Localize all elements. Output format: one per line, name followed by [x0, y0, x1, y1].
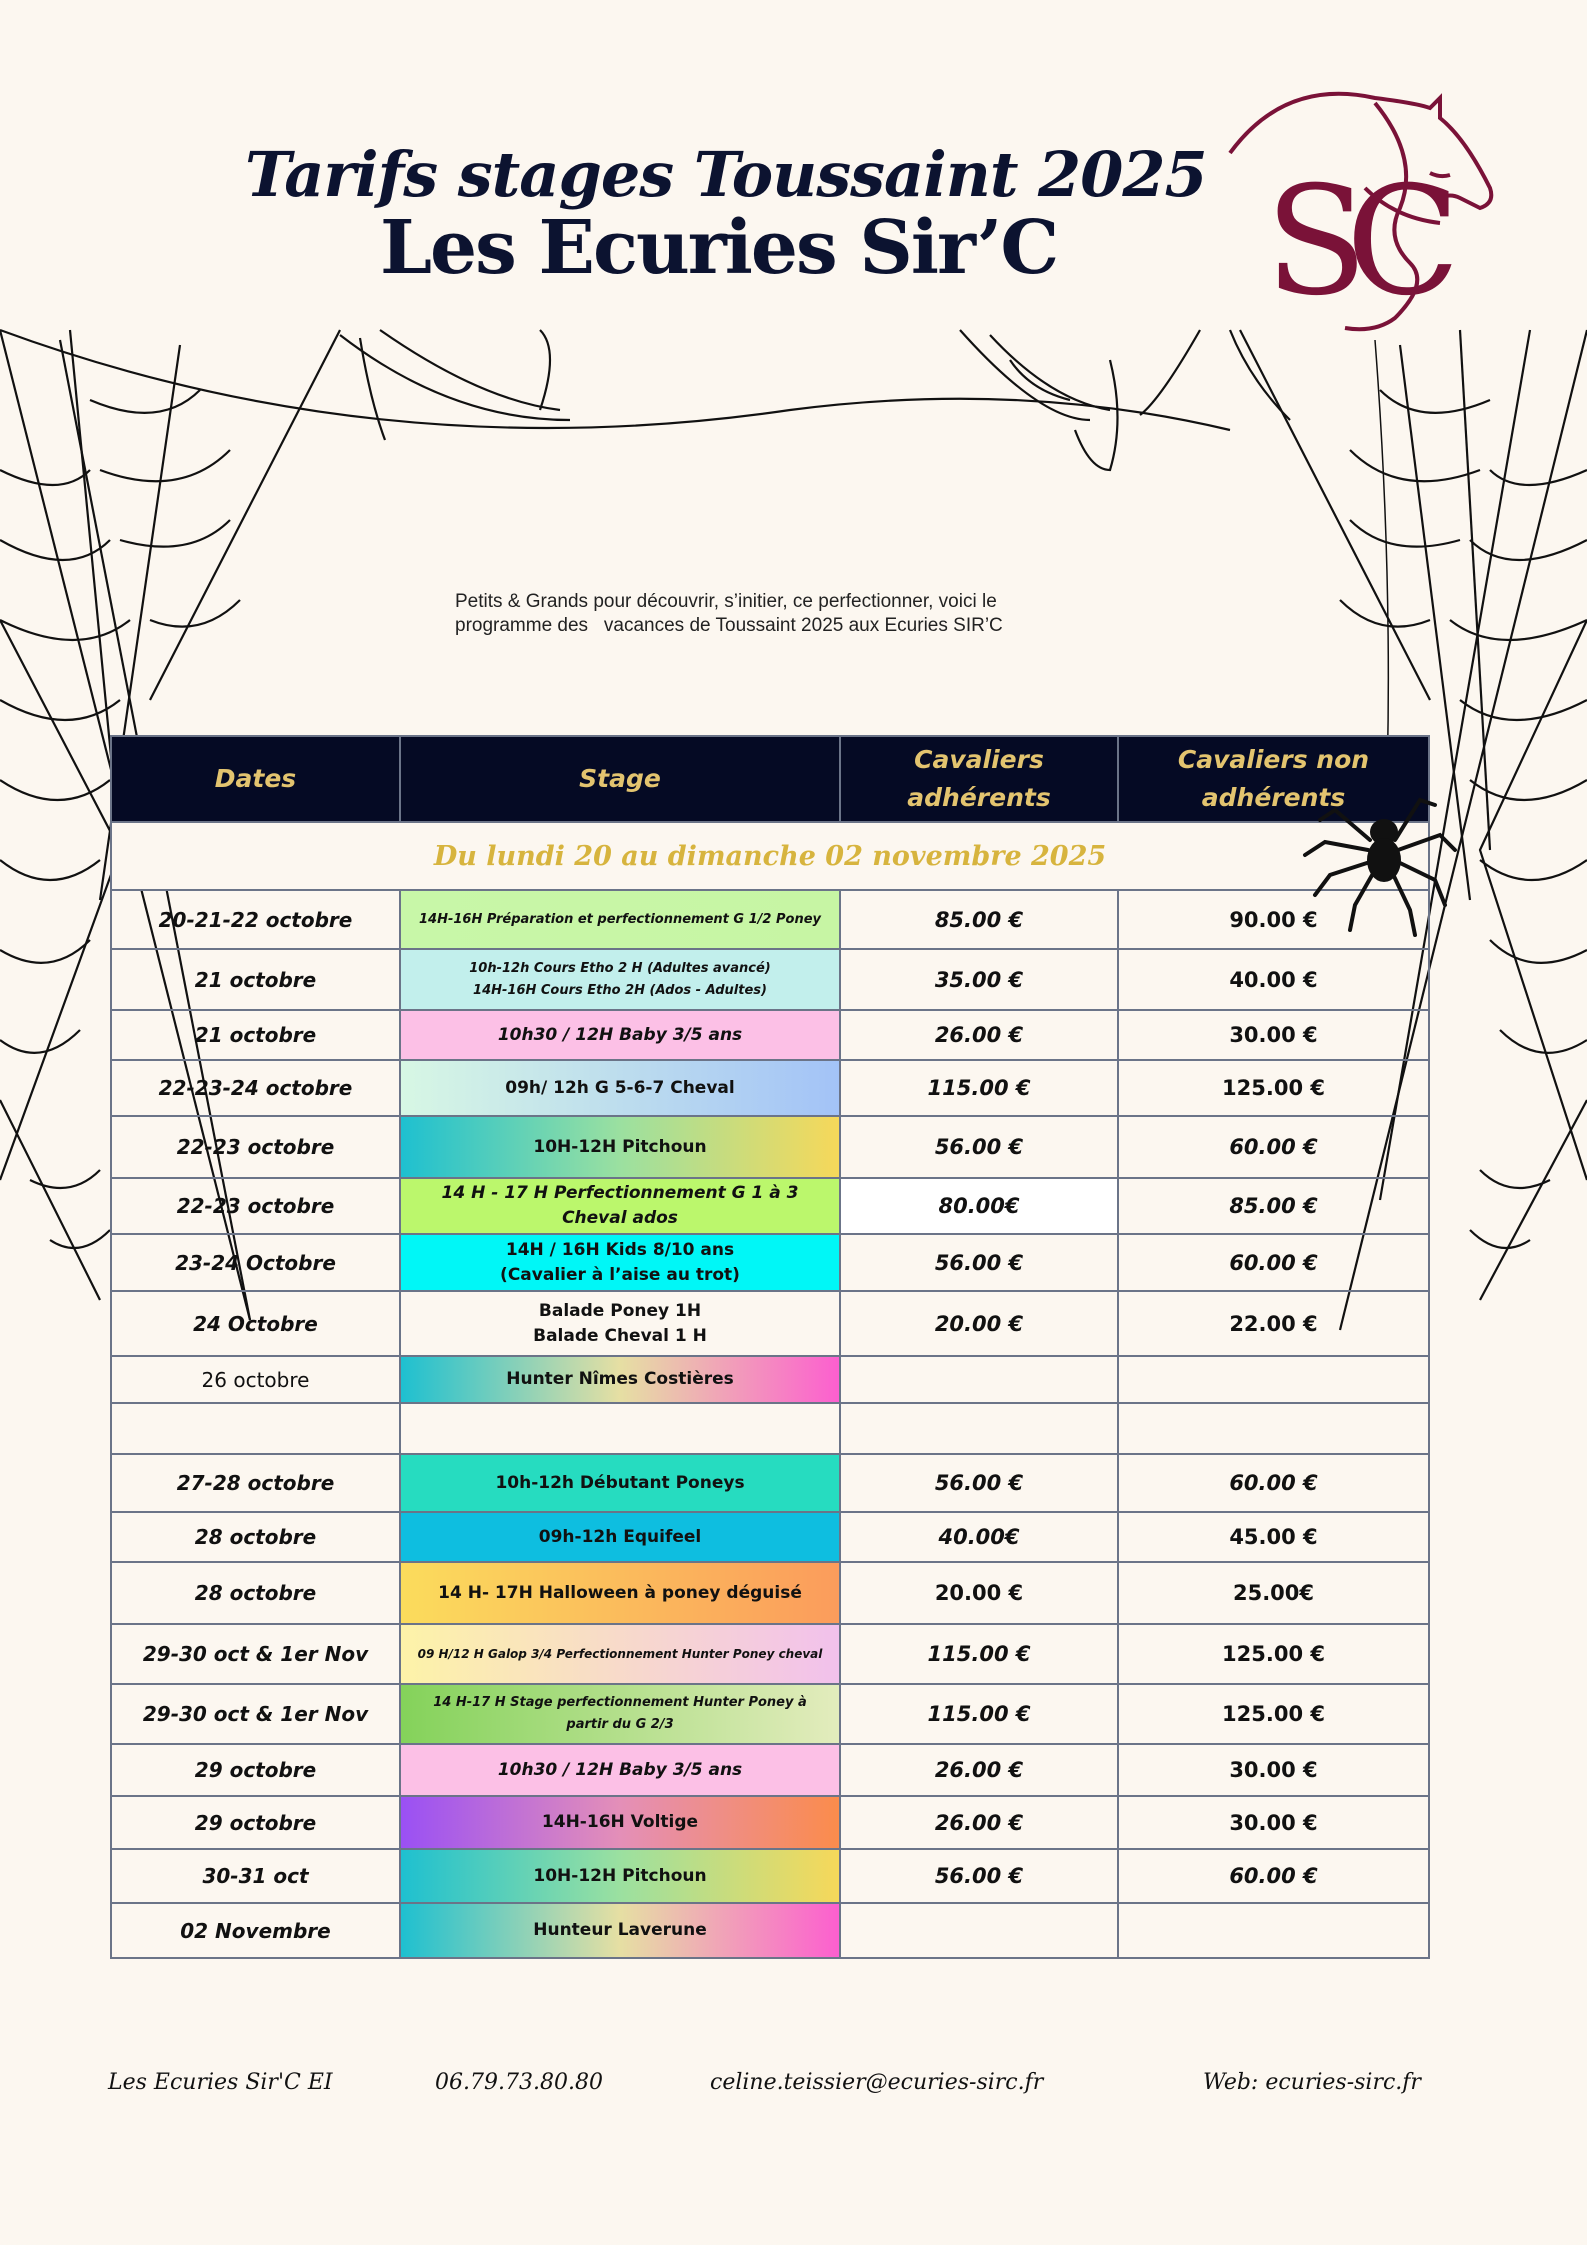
row-stage-line2: Cheval ados: [562, 1208, 678, 1228]
row-price-non-adherent: 125.00 €: [1118, 1624, 1429, 1684]
period-row: [111, 822, 1429, 890]
row-stage-line1: 14 H-17 H Stage perfectionnement Hunter Poney à: [433, 1695, 807, 1710]
table-header-row: [111, 736, 1429, 822]
row-price-non-adherent: 60.00 €: [1118, 1116, 1429, 1178]
row-price-non-adherent: 45.00 €: [1118, 1512, 1429, 1562]
row-date: 22-23-24 octobre: [111, 1060, 400, 1116]
row-stage: 09h-12h Equifeel: [400, 1512, 840, 1562]
row-stage: 10h-12h Débutant Poneys: [400, 1454, 840, 1512]
row-price-non-adherent: 22.00 €: [1118, 1291, 1429, 1356]
row-price-non-adherent: 60.00 €: [1118, 1454, 1429, 1512]
table-row: [111, 1454, 1429, 1512]
row-price-adherent: 115.00 €: [840, 1624, 1118, 1684]
row-price-non-adherent: 90.00 €: [1118, 890, 1429, 949]
pricing-table: [110, 735, 1430, 1959]
row-price-adherent: 115.00 €: [840, 1684, 1118, 1744]
row-price-adherent: 56.00 €: [840, 1849, 1118, 1903]
row-price-non-adherent: 125.00 €: [1118, 1684, 1429, 1744]
logo-horse-icon: [1225, 78, 1505, 338]
intro-text: [455, 590, 1155, 638]
row-price-adherent: [840, 1403, 1118, 1454]
row-stage-line1: 14 H - 17 H Perfectionnement G 1 à 3: [441, 1183, 799, 1203]
row-date: 29 octobre: [111, 1744, 400, 1796]
row-price-non-adherent: 30.00 €: [1118, 1744, 1429, 1796]
row-price-non-adherent: 25.00€: [1118, 1562, 1429, 1624]
logo-initials: SC: [1265, 155, 1439, 329]
row-price-adherent: [840, 1356, 1118, 1403]
row-date: 29-30 oct & 1er Nov: [111, 1684, 400, 1744]
row-price-adherent: 26.00 €: [840, 1744, 1118, 1796]
table-row: [111, 1234, 1429, 1291]
row-price-adherent: 35.00 €: [840, 949, 1118, 1010]
row-price-adherent: 26.00 €: [840, 1796, 1118, 1849]
row-stage: [400, 1684, 840, 1744]
row-stage-line1: Balade Poney 1H: [538, 1300, 702, 1321]
row-stage-line2: Balade Cheval 1 H: [533, 1325, 707, 1346]
row-price-non-adherent: 30.00 €: [1118, 1010, 1429, 1060]
period-banner: Du lundi 20 au dimanche 02 novembre 2025: [111, 822, 1429, 890]
table-row: [111, 949, 1429, 1010]
row-date: 29 octobre: [111, 1796, 400, 1849]
header-adherents-line2: adhérents: [907, 783, 1051, 812]
row-price-adherent: 20.00 €: [840, 1291, 1118, 1356]
row-date: 26 octobre: [111, 1356, 400, 1403]
table-row: [111, 1178, 1429, 1234]
row-price-adherent: 26.00 €: [840, 1010, 1118, 1060]
row-date: 02 Novembre: [111, 1903, 400, 1958]
row-stage: 10H-12H Pitchoun: [400, 1849, 840, 1903]
row-price-adherent: 80.00€: [840, 1178, 1118, 1234]
footer-email[interactable]: celine.teissier@ecuries-sirc.fr: [710, 2070, 1044, 2095]
row-stage: [400, 1178, 840, 1234]
row-stage: 14 H- 17H Halloween à poney déguisé: [400, 1562, 840, 1624]
row-price-adherent: 20.00 €: [840, 1562, 1118, 1624]
intro-line-2: programme des vacances de Toussaint 2025 aux Ecuries SIR’C: [455, 615, 1003, 636]
row-price-adherent: [840, 1903, 1118, 1958]
row-stage: 14H-16H Voltige: [400, 1796, 840, 1849]
row-price-non-adherent: [1118, 1903, 1429, 1958]
row-stage: Hunter Nîmes Costières: [400, 1356, 840, 1403]
row-price-non-adherent: 60.00 €: [1118, 1849, 1429, 1903]
row-price-non-adherent: 30.00 €: [1118, 1796, 1429, 1849]
row-stage: [400, 1403, 840, 1454]
row-price-non-adherent: 125.00 €: [1118, 1060, 1429, 1116]
header-adherents: [840, 736, 1118, 822]
row-stage: [400, 1291, 840, 1356]
footer-company: Les Ecuries Sir'C EI: [108, 2070, 333, 2095]
table-row: [111, 1060, 1429, 1116]
row-price-non-adherent: 60.00 €: [1118, 1234, 1429, 1291]
table-row: [111, 1403, 1429, 1454]
table-row: [111, 1744, 1429, 1796]
row-stage: [400, 949, 840, 1010]
row-date: 21 octobre: [111, 1010, 400, 1060]
table-row: [111, 1010, 1429, 1060]
table-row: [111, 1562, 1429, 1624]
row-stage: 09h/ 12h G 5-6-7 Cheval: [400, 1060, 840, 1116]
row-price-adherent: 56.00 €: [840, 1454, 1118, 1512]
row-stage-line1: 14H / 16H Kids 8/10 ans: [505, 1239, 735, 1260]
row-date: 29-30 oct & 1er Nov: [111, 1624, 400, 1684]
row-date: 20-21-22 octobre: [111, 890, 400, 949]
header-non-adherents-line1: Cavaliers non: [1177, 745, 1370, 774]
row-stage-line2: partir du G 2/3: [566, 1717, 674, 1732]
row-date: 24 Octobre: [111, 1291, 400, 1356]
row-stage: 14H-16H Préparation et perfectionnement G 1/2 Poney: [400, 890, 840, 949]
row-date: [111, 1403, 400, 1454]
row-price-adherent: 56.00 €: [840, 1234, 1118, 1291]
row-stage: Hunteur Laverune: [400, 1903, 840, 1958]
row-date: 21 octobre: [111, 949, 400, 1010]
table-row: [111, 1116, 1429, 1178]
header-stage: Stage: [400, 736, 840, 822]
header-dates: Dates: [111, 736, 400, 822]
header-non-adherents-line2: adhérents: [1201, 783, 1346, 812]
footer-phone[interactable]: 06.79.73.80.80: [435, 2070, 603, 2095]
intro-line-1: Petits & Grands pour découvrir, s’initier, ce perfectionner, voici le: [455, 591, 997, 612]
row-stage: 10h30 / 12H Baby 3/5 ans: [400, 1744, 840, 1796]
row-stage-line1: 10h-12h Cours Etho 2 H (Adultes avancé): [469, 960, 771, 976]
row-stage-line2: 14H-16H Cours Etho 2H (Ados - Adultes): [473, 982, 767, 998]
row-price-non-adherent: 40.00 €: [1118, 949, 1429, 1010]
table-row: [111, 890, 1429, 949]
row-stage: 10h30 / 12H Baby 3/5 ans: [400, 1010, 840, 1060]
row-price-non-adherent: [1118, 1403, 1429, 1454]
table-row: [111, 1849, 1429, 1903]
page-title: Tarifs stages Toussaint 2025: [245, 138, 1207, 211]
row-stage: 09 H/12 H Galop 3/4 Perfectionnement Hunter Poney cheval: [400, 1624, 840, 1684]
row-date: 22-23 octobre: [111, 1116, 400, 1178]
row-date: 27-28 octobre: [111, 1454, 400, 1512]
header-adherents-line1: Cavaliers: [914, 745, 1044, 774]
table-row: [111, 1796, 1429, 1849]
row-date: 28 octobre: [111, 1512, 400, 1562]
table-row: [111, 1512, 1429, 1562]
row-date: 28 octobre: [111, 1562, 400, 1624]
page-subtitle: Les Ecuries Sir’C: [380, 205, 1058, 291]
row-date: 23-24 Octobre: [111, 1234, 400, 1291]
row-price-adherent: 56.00 €: [840, 1116, 1118, 1178]
table-row: [111, 1356, 1429, 1403]
row-price-non-adherent: [1118, 1356, 1429, 1403]
row-date: 30-31 oct: [111, 1849, 400, 1903]
table-row: [111, 1624, 1429, 1684]
table-row: [111, 1684, 1429, 1744]
footer-website[interactable]: Web: ecuries-sirc.fr: [1203, 2070, 1421, 2095]
table-row: [111, 1903, 1429, 1958]
row-price-adherent: 115.00 €: [840, 1060, 1118, 1116]
table-row: [111, 1291, 1429, 1356]
row-stage-line2: (Cavalier à l’aise au trot): [500, 1264, 740, 1285]
row-price-non-adherent: 85.00 €: [1118, 1178, 1429, 1234]
row-price-adherent: 85.00 €: [840, 890, 1118, 949]
row-stage: 10H-12H Pitchoun: [400, 1116, 840, 1178]
row-price-adherent: 40.00€: [840, 1512, 1118, 1562]
row-date: 22-23 octobre: [111, 1178, 400, 1234]
spider-icon: [1300, 770, 1460, 950]
row-stage: [400, 1234, 840, 1291]
